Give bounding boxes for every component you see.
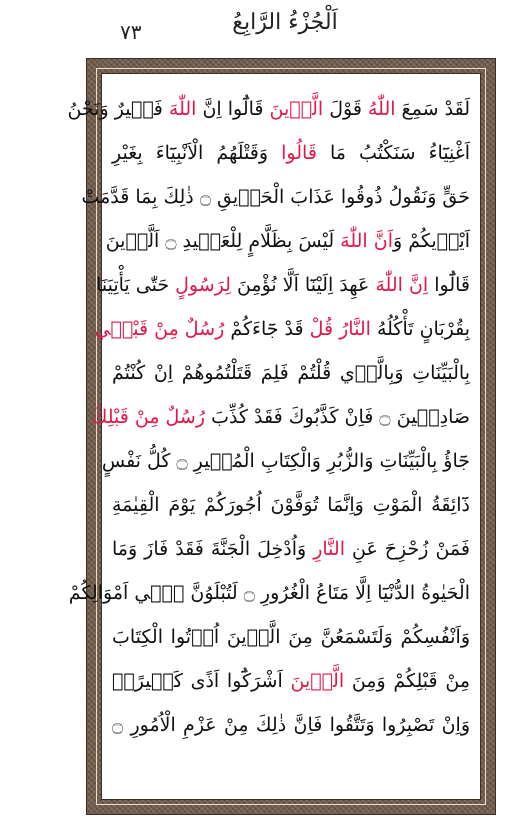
highlighted-word: رُسُلٌ مِنْ قَبْل۪ي	[94, 318, 225, 340]
verse-line-7	[112, 353, 470, 393]
verse-text: قَالُٓوا اِنَّ	[196, 98, 270, 120]
verse-text: قَالُٓوا	[428, 274, 470, 296]
verse-line-11	[112, 529, 470, 569]
verse-line-1	[67, 89, 470, 129]
verse-line-4	[105, 221, 470, 261]
highlighted-word: قَالُوا	[281, 142, 317, 164]
verse-text: فَمَنْ زُحْزِحَ عَنِ	[344, 538, 470, 560]
verse-text: صَادِق۪ينَ ۝ فَاِنْ كَذَّبُوكَ فَقَدْ كُذِّبَ	[205, 406, 470, 428]
highlighted-word: الَّذ۪ينَ	[290, 670, 345, 692]
ornamental-border	[67, 58, 496, 815]
verse-text: بِقُرْبَانٍ تَأْكُلُهُ	[370, 318, 470, 340]
highlighted-word: لِرَسُولٍ	[175, 274, 231, 296]
verse-text: لَقَدْ سَمِعَ	[395, 98, 470, 120]
verse-line-13	[112, 617, 470, 657]
highlighted-word: النَّارِ	[313, 538, 345, 560]
verse-text: مِنْ قَبْلِكُمْ وَمِنَ	[344, 670, 470, 692]
verse-text: اَغْنِيَٓاءُ سَنَكْتُبُ مَا	[316, 142, 470, 164]
verse-text: لَيْسَ بِظَلَّامٍ لِلْعَب۪يدِ ۝ اَلَّذ۪ينَ	[105, 230, 341, 252]
verse-line-6	[94, 309, 470, 349]
verse-text: عَهِدَ اِلَيْنَٓا اَلَّا نُؤْمِنَ	[230, 274, 376, 296]
page-header	[0, 0, 518, 58]
highlighted-word: رُسُلٌ مِنْ قَبْلِكَ	[91, 406, 206, 428]
highlighted-word: الَّذ۪ينَ	[269, 98, 324, 120]
verse-line-5	[96, 265, 470, 305]
text-panel	[67, 73, 481, 800]
verse-text: وَاُدْخِلَ الْجَنَّةَ فَقَدْ فَازَ وَمَا	[112, 538, 314, 560]
verse-line-10	[112, 485, 470, 525]
verse-text: اَشْرَكُٓوا اَذًى كَث۪يرًاۜ	[112, 670, 291, 692]
page-number: ٧٣	[120, 20, 142, 44]
verse-text: الْحَيٰوةُ الدُّنْيَٓا اِلَّا مَتَاعُ الْغُرُورِ ۝ لَتُبْلَوُنَّ ف۪ٓي اَمْوَالِكُمْ	[68, 582, 470, 604]
verse-line-12	[68, 573, 470, 613]
highlighted-word: النَّارُ قُلْ	[309, 318, 371, 340]
verse-text: جَٓاؤُ بِالْبَيِّنَاتِ وَالزُّبُرِ وَالْكِتَابِ الْمُن۪يرِ ۝ كُلُّ نَفْسٍ	[101, 450, 470, 472]
verse-text: ذَٓائِقَةُ الْمَوْتِ وَاِنَّمَا تُوَفَّوْنَ اُجُورَكُمْ يَوْمَ الْقِيٰمَةِ	[112, 494, 470, 516]
highlighted-word: اللّٰهُ	[367, 98, 396, 120]
verse-line-3	[81, 177, 470, 217]
verse-line-2	[112, 133, 470, 173]
verse-text: حَتّٰى يَأْتِيَنَا	[96, 274, 176, 296]
verse-text: وَاَنْفُسِكُمْ وَلَتَسْمَعُنَّ مِنَ الَّذ۪ينَ اُو۫تُوا الْكِتَابَ	[112, 626, 470, 648]
verse-text: وَاِنْ تَصْبِرُوا وَتَتَّقُوا فَاِنَّ ذٰلِكَ مِنْ عَزْمِ الْاُمُورِ ۝	[112, 714, 470, 736]
verse-line-15	[112, 705, 470, 745]
verse-line-8	[91, 397, 470, 437]
verse-text: حَقٍّ وَنَقُولُ ذُوقُوا عَذَابَ الْحَر۪يقِ ۝ ذٰلِكَ بِمَا قَدَّمَتْ	[81, 186, 470, 208]
juz-title: اَلْجُزْءُ الرَّابِعُ	[232, 10, 338, 35]
verse-text: وَقَتْلَهُمُ الْاَنْبِيَٓاءَ بِغَيْرِ	[112, 142, 282, 164]
highlighted-word: اللّٰهَ	[168, 98, 197, 120]
verse-text: قَدْ جَٓاءَكُمْ	[224, 318, 310, 340]
verse-text: فَق۪يرٌ وَنَحْنُ	[67, 98, 169, 120]
verse-line-14	[112, 661, 470, 701]
verse-text: اَيْد۪يكُمْ وَ	[392, 230, 470, 252]
verse-text: بِالْبَيِّنَاتِ وَبِالَّذ۪ي قُلْتُمْ فَلِمَ قَتَلْتُمُوهُمْ اِنْ كُنْتُمْ	[112, 362, 470, 384]
verse-text: قَوْلَ	[323, 98, 368, 120]
verse-line-9	[101, 441, 470, 481]
highlighted-word: اِنَّ اللّٰهَ	[375, 274, 429, 296]
highlighted-word: اَنَّ اللّٰهَ	[340, 230, 393, 252]
